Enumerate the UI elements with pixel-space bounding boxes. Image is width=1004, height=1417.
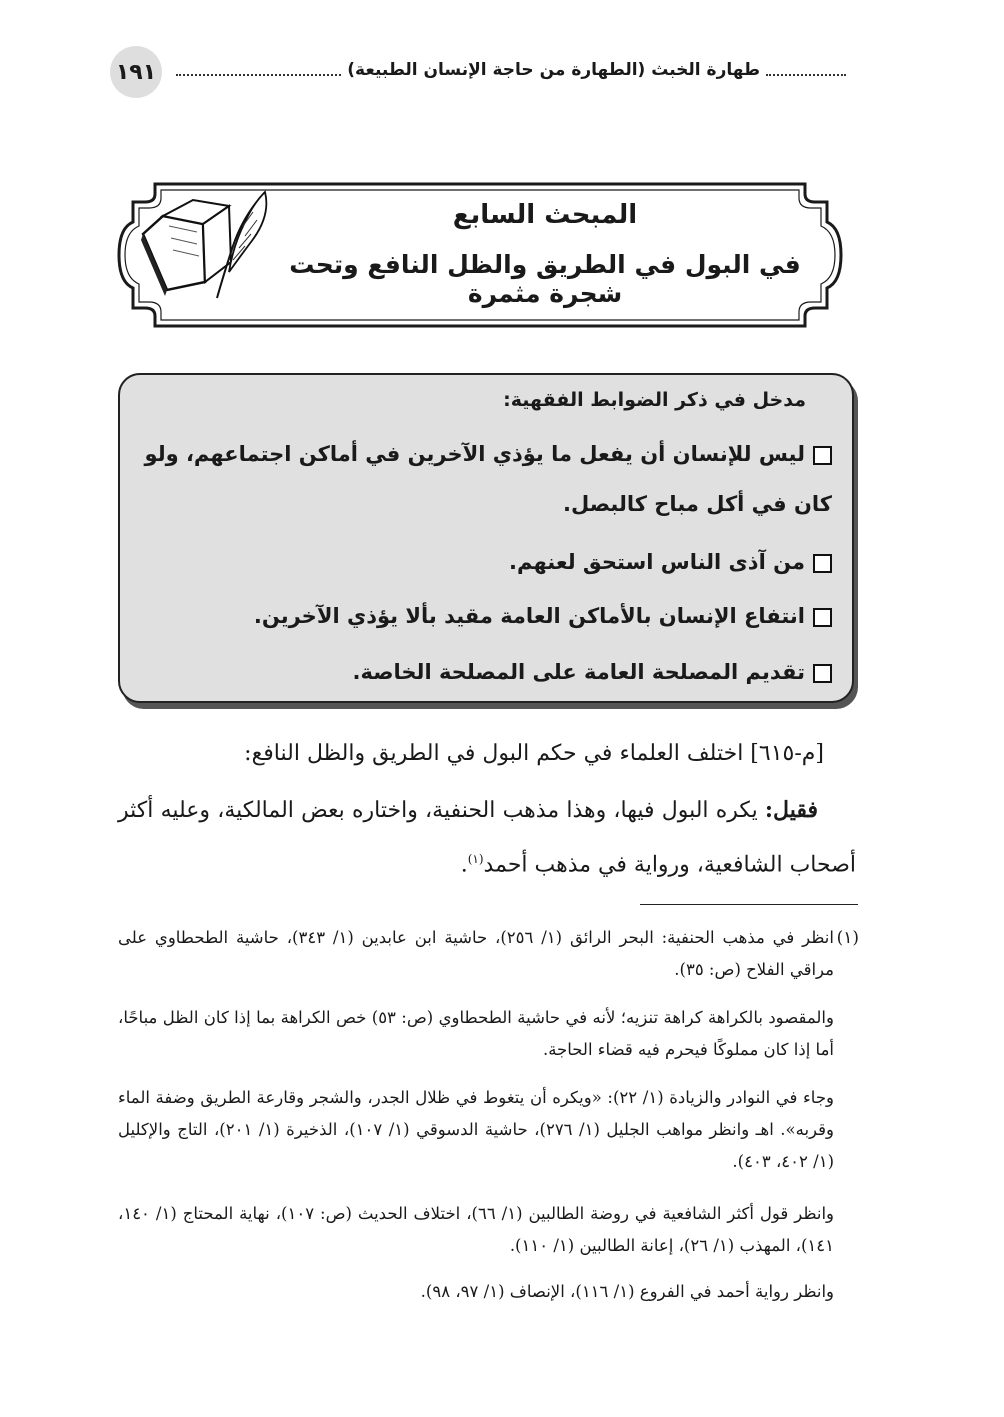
checkbox-icon <box>813 446 832 465</box>
rules-heading: مدخل في ذكر الضوابط الفقهية: <box>503 389 806 411</box>
header-dots-right <box>766 62 846 76</box>
body-paragraph-2 <box>118 786 856 889</box>
footnote-line: والمقصود بالكراهة كراهة تنزيه؛ لأنه في حاشية الطحطاوي (ص: ٥٣) خص الكراهة بما إذا كان الظل مباحًا، أما إذا كان مملوكًا فيحرم فيه قضاء الحاجة. <box>118 1008 834 1059</box>
page-number: ١٩١ <box>110 46 162 98</box>
footnote-line: انظر في مذهب الحنفية: البحر الرائق (١/ ٢٥٦)، حاشية ابن عابدين (١/ ٣٤٣)، حاشية الطحطاوي على مراقي الفلاح (ص: ٣٥). <box>118 928 834 979</box>
checkbox-icon <box>813 554 832 573</box>
footnote-line: وانظر رواية أحمد في الفروع (١/ ١١٦)، الإنصاف (١/ ٩٧، ٩٨). <box>420 1282 834 1301</box>
rule-text: تقديم المصلحة العامة على المصلحة الخاصة. <box>352 660 805 684</box>
rule-item <box>134 537 832 587</box>
opinion-label: فقيل: <box>764 797 818 823</box>
rule-item <box>134 591 832 641</box>
section-subtitle: في البول في الطريق والظل النافع وتحت شجرة مثمرة <box>289 250 801 308</box>
section-title-frame <box>115 180 845 330</box>
rule-item <box>134 647 832 697</box>
period: . <box>460 852 468 878</box>
running-title: طهارة الخبث (الطهارة من حاجة الإنسان الطبيعة) <box>347 60 760 80</box>
checkbox-icon <box>813 608 832 627</box>
footnote-line: وجاء في النوادر والزيادة (١/ ٢٢): «ويكره أن يتغوط في ظلال الجدر، والشجر وقارعة الطريق وضفة الماء وقربه». اهـ وانظر مواهب الجليل (١/ ٢٧٦)، حاشية الدسوقي (١/ ١٠٧)، الذخيرة (١/ ٢٠١)، التاج والإكليل (١/ ٤٠٢، ٤٠٣). <box>118 1088 835 1171</box>
rules-box <box>118 373 854 703</box>
checkbox-icon <box>813 664 832 683</box>
body-paragraph-1: [م-٦١٥] اختلف العلماء في حكم البول في الطريق والظل النافع: <box>244 741 824 766</box>
section-title: المبحث السابع <box>452 200 638 230</box>
opinion-text: يكره البول فيها، وهذا مذهب الحنفية، واختاره بعض المالكية، وعليه أكثر أصحاب الشافعية، ورواية في مذهب أحمد <box>118 798 856 878</box>
rule-text: انتفاع الإنسان بالأماكن العامة مقيد بألا يؤذي الآخرين. <box>253 604 805 628</box>
running-header <box>176 56 846 84</box>
rule-text: من آذى الناس استحق لعنهم. <box>509 550 805 574</box>
book-quill-icon <box>133 186 273 306</box>
rule-item <box>134 429 832 529</box>
footnote-ref: (١) <box>467 852 484 866</box>
footnote-number: (١) <box>836 928 859 948</box>
footnote-separator <box>640 904 858 905</box>
header-dots-left <box>176 62 341 76</box>
footnote-line: وانظر قول أكثر الشافعية في روضة الطالبين (١/ ٦٦)، اختلاف الحديث (ص: ١٠٧)، نهاية المحتاج (١/ ١٤٠، ١٤١)، المهذب (١/ ٢٦)، إعانة الطالبين (١/ ١١٠). <box>118 1204 835 1255</box>
rule-text: ليس للإنسان أن يفعل ما يؤذي الآخرين في أماكن اجتماعهم، ولو كان في أكل مباح كالبصل. <box>144 442 832 516</box>
